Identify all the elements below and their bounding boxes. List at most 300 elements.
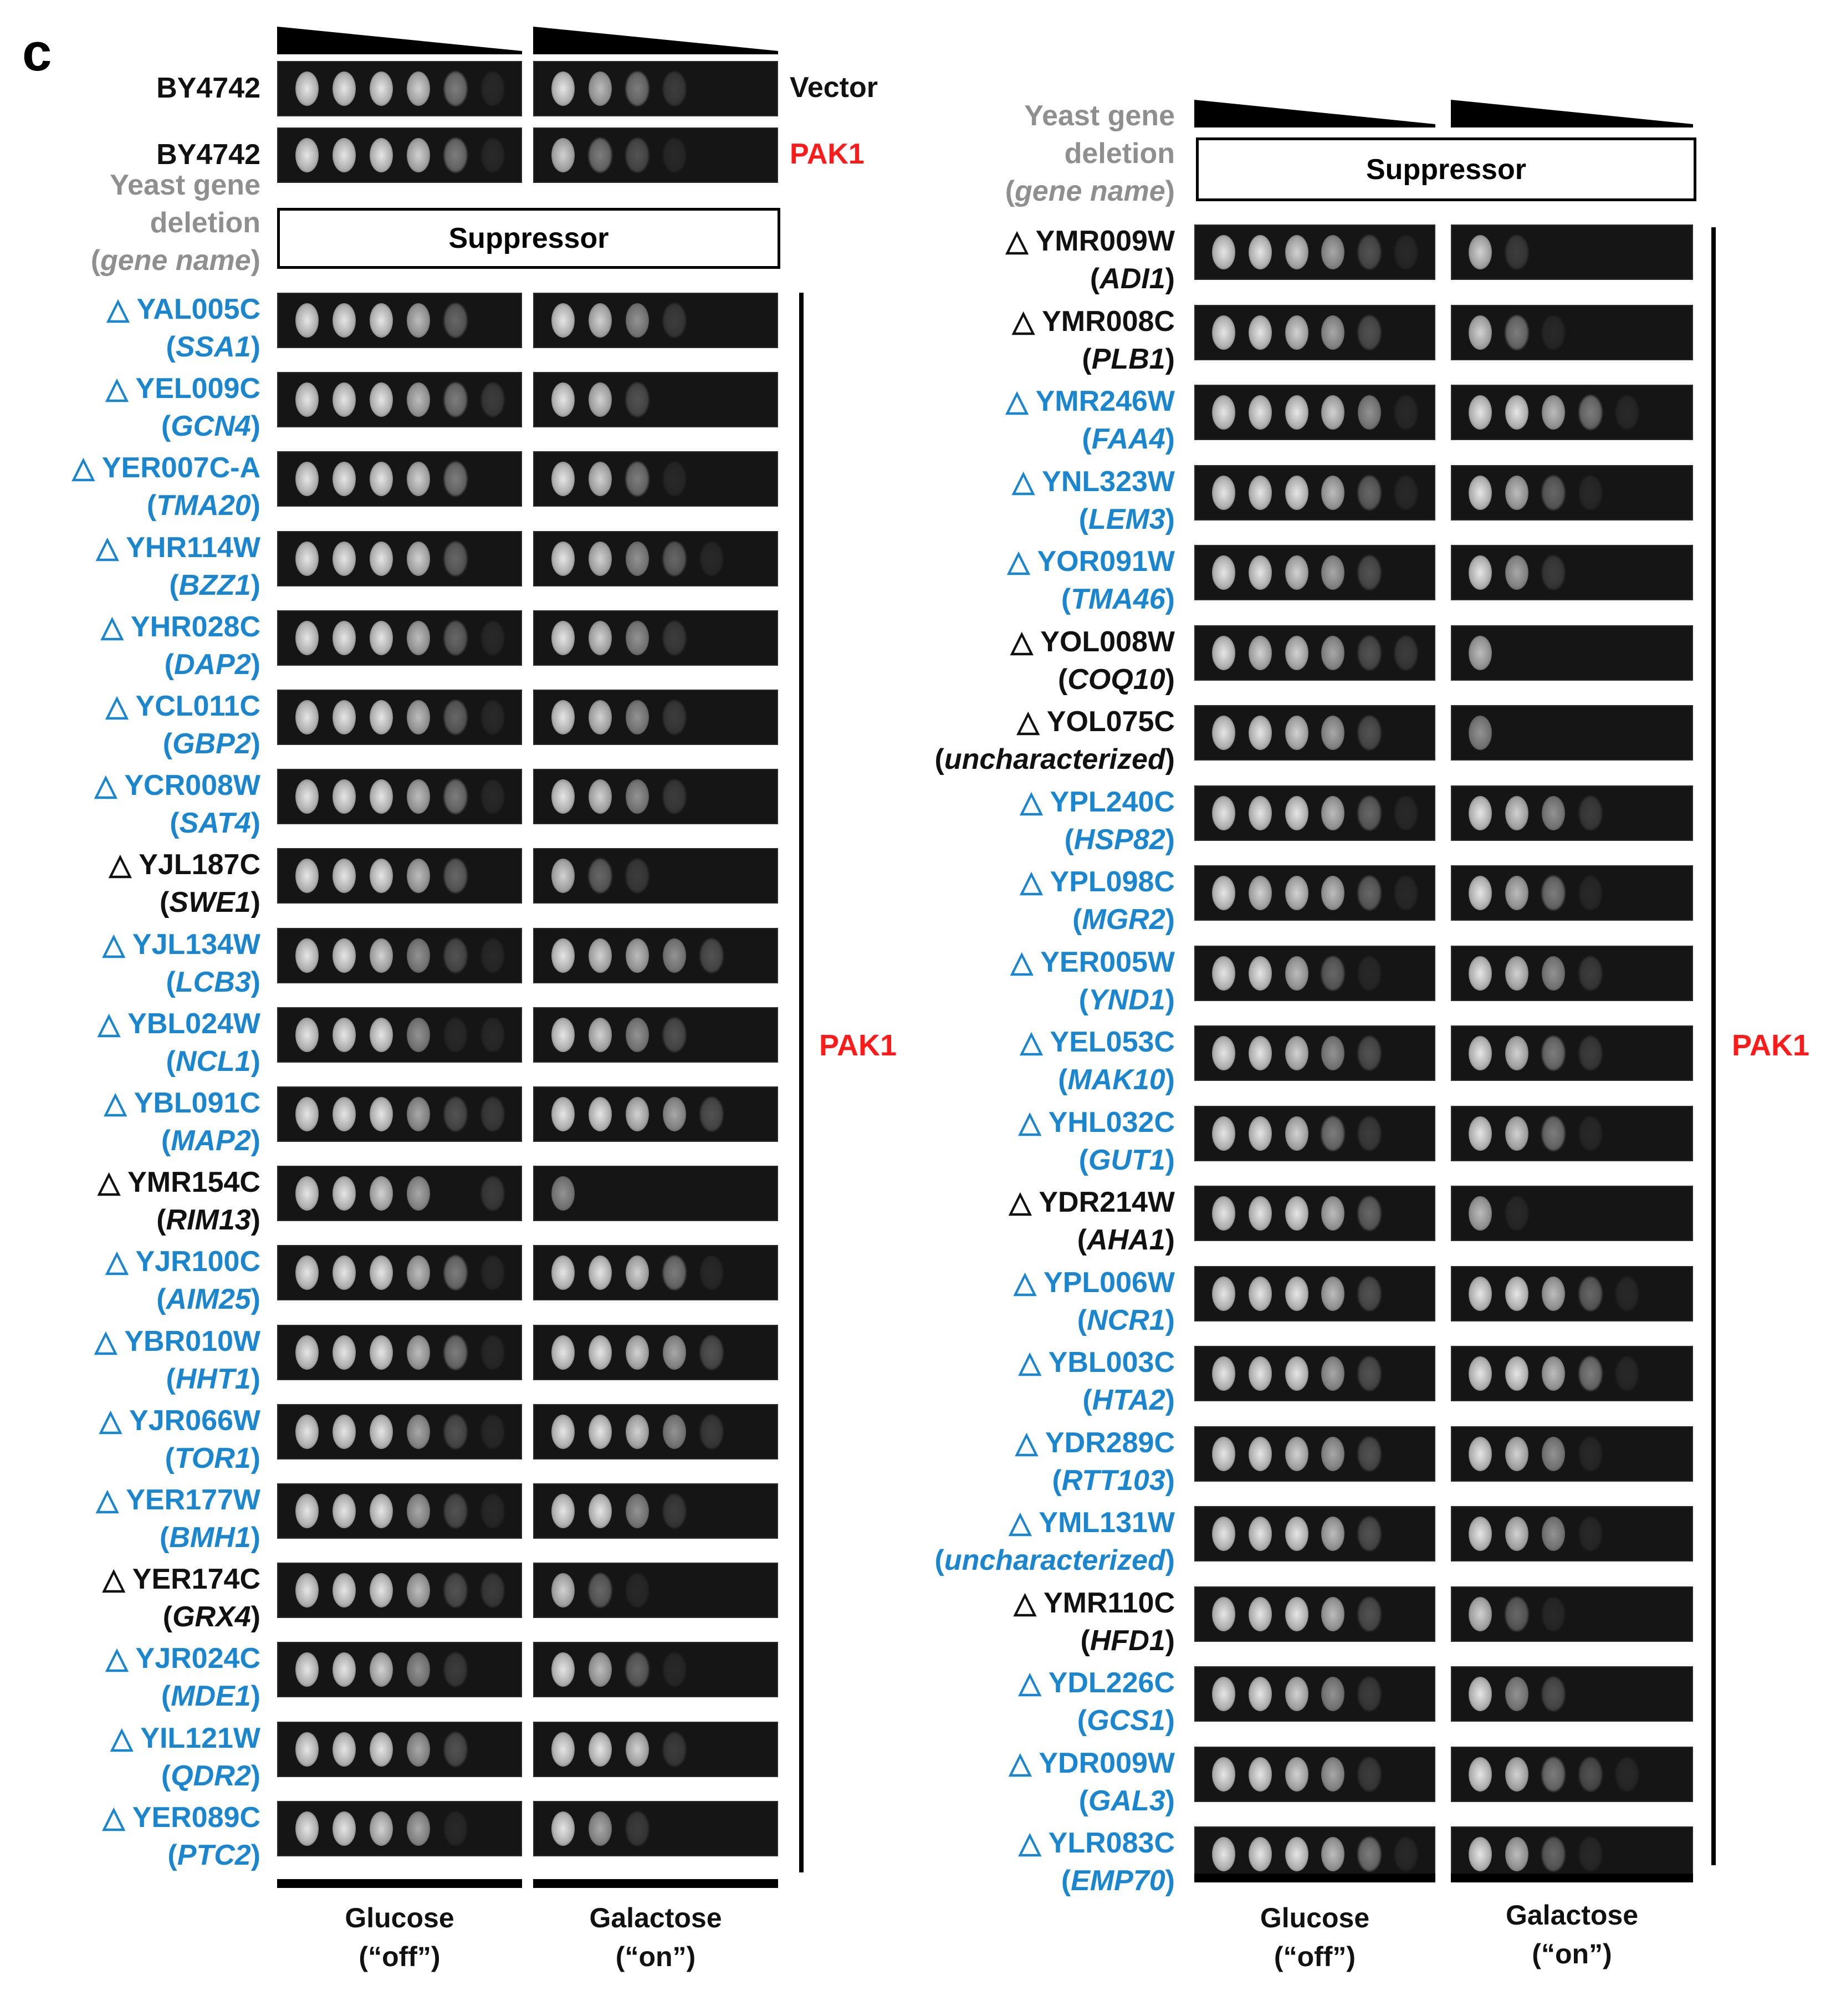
colony-spot [626, 1732, 649, 1767]
orf-name: △ YER089C [103, 1801, 260, 1834]
galactose-plate [1451, 1506, 1693, 1561]
deletion-label [1019, 1344, 1175, 1419]
colony-spot [1212, 1437, 1235, 1471]
glucose-plate [277, 372, 522, 427]
colony-spot [663, 462, 686, 496]
colony-spot [1212, 555, 1235, 590]
colony-spot [295, 859, 319, 893]
colony-spot [1285, 555, 1308, 590]
deletion-label [1019, 1104, 1175, 1179]
glucose-plate [1194, 946, 1435, 1001]
colony-spot [370, 138, 393, 172]
colony-spot [295, 938, 319, 973]
panel-letter: c [22, 23, 52, 82]
colony-spot [407, 1255, 430, 1290]
deletion-label [106, 1243, 260, 1318]
colony-spot [333, 462, 356, 496]
colony-spot [1615, 1277, 1639, 1311]
deletion-label [1008, 543, 1175, 618]
colony-spot [444, 700, 467, 734]
colony-spot [1394, 796, 1418, 830]
colony-spot [551, 1732, 575, 1767]
colony-spot [370, 621, 393, 655]
glucose-plate [277, 610, 522, 666]
colony-spot [626, 138, 649, 172]
colony-spot [1249, 876, 1272, 910]
colony-spot [295, 382, 319, 417]
deletion-label [98, 1163, 260, 1239]
deletion-label [96, 1481, 260, 1556]
colony-spot [1358, 1437, 1381, 1471]
glucose-plate [277, 1801, 522, 1856]
colony-spot [1249, 1356, 1272, 1391]
colony-spot [1505, 1837, 1528, 1871]
colony-spot [1505, 1597, 1528, 1631]
gene-name: (TMA46) [1061, 583, 1175, 615]
colony-spot [1542, 476, 1565, 510]
deletion-label [1015, 1424, 1175, 1499]
colony-spot [1321, 1837, 1344, 1871]
colony-spot [1469, 1757, 1492, 1792]
gene-name: (LEM3) [1078, 503, 1175, 535]
condition-glucose-left: Glucose (“off”) [345, 1902, 454, 1972]
colony-spot [1358, 796, 1381, 830]
colony-spot [333, 1732, 356, 1767]
colony-spot [626, 72, 649, 106]
colony-spot [1542, 876, 1565, 910]
colony-spot [663, 542, 686, 576]
galactose-plate [533, 928, 778, 983]
colony-spot [663, 1097, 686, 1131]
colony-spot [1394, 395, 1418, 430]
glucose-plate [277, 531, 522, 586]
colony-spot [1212, 1356, 1235, 1391]
glucose-plate [277, 1166, 522, 1221]
colony-spot [551, 1652, 575, 1687]
colony-spot [700, 542, 723, 576]
colony-spot [407, 1018, 430, 1052]
gene-name: (GRX4) [162, 1601, 260, 1634]
deletion-label [100, 1402, 261, 1477]
gene-name: (BZZ1) [169, 569, 260, 601]
gene-name: (EMP70) [1061, 1865, 1175, 1897]
condition-glucose-right: Glucose (“off”) [1260, 1902, 1370, 1972]
deletion-label [1013, 463, 1175, 538]
colony-spot [407, 1732, 430, 1767]
colony-spot [1579, 956, 1602, 991]
colony-spot [1285, 956, 1308, 991]
orf-name: △ YCL011C [106, 690, 260, 722]
colony-spot [333, 1335, 356, 1370]
gene-name: (MAP2) [161, 1125, 260, 1157]
colony-spot [1285, 796, 1308, 830]
colony-spot [1285, 1036, 1308, 1070]
colony-spot [1212, 1757, 1235, 1792]
colony-spot [1469, 956, 1492, 991]
colony-spot [1321, 956, 1344, 991]
colony-spot [407, 1573, 430, 1607]
colony-spot [1321, 1196, 1344, 1231]
colony-spot [333, 1811, 356, 1846]
colony-spot [370, 1018, 393, 1052]
colony-spot [1505, 1277, 1528, 1311]
colony-spot [295, 1097, 319, 1131]
colony-spot [1542, 1597, 1565, 1631]
colony-spot [1505, 555, 1528, 590]
colony-spot [551, 779, 575, 814]
colony-spot [295, 542, 319, 576]
colony-spot [370, 1652, 393, 1687]
colony-spot [333, 1415, 356, 1449]
galactose-plate [1451, 1025, 1693, 1081]
colony-spot [1469, 876, 1492, 910]
colony-spot [1579, 395, 1602, 430]
colony-spot [1469, 1677, 1492, 1711]
colony-spot [1249, 956, 1272, 991]
gene-name: (COQ10) [1058, 663, 1175, 696]
gene-name: (RIM13) [156, 1204, 260, 1237]
gene-name: (DAP2) [164, 648, 260, 681]
deletion-label [1020, 863, 1175, 938]
colony-spot [626, 1415, 649, 1449]
orf-name: △ YOR091W [1007, 545, 1175, 578]
colony-spot [333, 303, 356, 338]
colony-spot [700, 938, 723, 973]
colony-spot [1358, 956, 1381, 991]
orf-name: △ YJL187C [109, 849, 260, 881]
galactose-bar-right [1451, 1874, 1693, 1882]
colony-spot [663, 1732, 686, 1767]
colony-spot [370, 1732, 393, 1767]
colony-spot [589, 303, 612, 338]
galactose-plate [1451, 224, 1693, 280]
colony-spot [1505, 1437, 1528, 1471]
colony-spot [444, 1652, 467, 1687]
colony-spot [1469, 1356, 1492, 1391]
colony-spot [444, 542, 467, 576]
colony-spot [1505, 235, 1528, 269]
colony-spot [1321, 876, 1344, 910]
colony-spot [1212, 476, 1235, 510]
colony-spot [1321, 1437, 1344, 1471]
header-line-3: (gene name) [1005, 175, 1175, 207]
colony-spot [1212, 956, 1235, 991]
colony-spot [1249, 1036, 1272, 1070]
galactose-plate [1451, 1426, 1693, 1482]
orf-name: △ YJR100C [106, 1246, 260, 1278]
colony-spot [1285, 235, 1308, 269]
orf-name: △ YDR214W [1009, 1186, 1175, 1218]
colony-spot [295, 1255, 319, 1290]
colony-spot [370, 1415, 393, 1449]
glucose-bar-left [277, 1879, 522, 1888]
orf-name: △ YER005W [1010, 946, 1175, 978]
glucose-plate [1194, 1747, 1435, 1802]
colony-spot [1321, 636, 1344, 670]
colony-spot [1542, 1517, 1565, 1551]
colony-spot [1505, 1757, 1528, 1792]
gene-name: (uncharacterized) [934, 1544, 1175, 1576]
galactose-plate [1451, 1106, 1693, 1161]
glucose-plate [277, 1086, 522, 1142]
gene-name: (AHA1) [1077, 1224, 1175, 1256]
gene-name: (NCL1) [166, 1045, 260, 1078]
galactose-plate [533, 1245, 778, 1300]
colony-spot [1285, 1677, 1308, 1711]
colony-spot [1469, 716, 1492, 750]
colony-spot [1469, 796, 1492, 830]
colony-spot [1505, 476, 1528, 510]
colony-spot [1212, 1517, 1235, 1551]
colony-spot [1212, 1597, 1235, 1631]
colony-spot [333, 382, 356, 417]
colony-spot [663, 1335, 686, 1370]
colony-spot [1469, 235, 1492, 269]
colony-spot [407, 700, 430, 734]
colony-spot [407, 1494, 430, 1528]
colony-spot [1285, 1837, 1308, 1871]
control-plasmid-label: PAK1 [790, 138, 865, 170]
colony-spot [1285, 476, 1308, 510]
orf-name: △ YOL075C [1017, 706, 1175, 738]
colony-spot [333, 700, 356, 734]
colony-spot [589, 621, 612, 655]
galactose-plate [533, 1563, 778, 1618]
colony-spot [1579, 1837, 1602, 1871]
colony-spot [1212, 1036, 1235, 1070]
colony-spot [407, 1176, 430, 1211]
colony-spot [444, 1018, 467, 1052]
colony-spot [1358, 1837, 1381, 1871]
colony-spot [589, 382, 612, 417]
colony-spot [481, 938, 504, 973]
colony-spot [407, 138, 430, 172]
glucose-plate [1194, 465, 1435, 520]
dilution-wedge-icon [1451, 100, 1693, 127]
colony-spot [1505, 796, 1528, 830]
orf-name: △ YDR289C [1015, 1426, 1175, 1459]
colony-spot [1285, 1757, 1308, 1792]
deletion-label [1011, 943, 1175, 1019]
orf-name: △ YER174C [103, 1563, 260, 1596]
colony-spot [1212, 636, 1235, 670]
galactose-plate [1451, 465, 1693, 520]
colony-spot [407, 382, 430, 417]
deletion-label [1009, 1183, 1175, 1259]
colony-spot [407, 779, 430, 814]
glucose-plate [277, 769, 522, 824]
gene-name: (uncharacterized) [934, 743, 1175, 775]
gene-name: (NCR1) [1077, 1304, 1175, 1336]
colony-spot [1469, 1277, 1492, 1311]
colony-spot [1505, 1116, 1528, 1151]
colony-spot [1542, 796, 1565, 830]
gene-name: (GCN4) [161, 410, 260, 443]
deletion-label [1013, 303, 1175, 378]
glucose-plate [1194, 1426, 1435, 1482]
colony-spot [295, 779, 319, 814]
orf-name: △ YBR010W [94, 1325, 260, 1357]
colony-spot [1358, 555, 1381, 590]
colony-spot [589, 1335, 612, 1370]
colony-spot [333, 779, 356, 814]
orf-name: △ YER177W [96, 1484, 260, 1516]
colony-spot [295, 700, 319, 734]
galactose-plate [533, 127, 778, 183]
colony-spot [1358, 1597, 1381, 1631]
pak1-bracket-left [799, 293, 804, 1872]
deletion-label [935, 1504, 1175, 1579]
colony-spot [589, 700, 612, 734]
colony-spot [295, 1176, 319, 1211]
glucose-plate [277, 928, 522, 983]
colony-spot [551, 462, 575, 496]
galactose-plate [533, 610, 778, 666]
colony-spot [1358, 1677, 1381, 1711]
colony-spot [1542, 1356, 1565, 1391]
colony-spot [481, 72, 504, 106]
colony-spot [1212, 395, 1235, 430]
colony-spot [295, 72, 319, 106]
galactose-plate [1451, 305, 1693, 360]
gene-name: (SWE1) [159, 886, 260, 919]
glucose-plate [1194, 1025, 1435, 1081]
orf-name: △ YMR110C [1014, 1586, 1175, 1619]
colony-spot [1505, 395, 1528, 430]
colony-spot [1212, 1196, 1235, 1231]
colony-spot [1579, 1517, 1602, 1551]
colony-spot [407, 1415, 430, 1449]
colony-spot [1249, 476, 1272, 510]
colony-spot [370, 1335, 393, 1370]
galactose-plate [1451, 785, 1693, 841]
colony-spot [1542, 1677, 1565, 1711]
glucose-plate [1194, 305, 1435, 360]
deletion-label [1006, 382, 1175, 458]
colony-spot [481, 1097, 504, 1131]
deletion-label [103, 1560, 260, 1636]
colony-spot [1542, 1437, 1565, 1471]
colony-spot [295, 462, 319, 496]
glucose-plate [277, 127, 522, 183]
colony-spot [626, 1494, 649, 1528]
colony-spot [407, 1811, 430, 1846]
galactose-plate [533, 848, 778, 904]
orf-name: △ YAL005C [106, 293, 260, 325]
colony-spot [295, 303, 319, 338]
control-plasmid-label: Vector [790, 72, 878, 104]
gene-name: (HTA2) [1082, 1384, 1175, 1416]
orf-name: △ YDR009W [1009, 1747, 1175, 1779]
galactose-plate [533, 769, 778, 824]
deletion-label [103, 926, 260, 1001]
colony-spot [1249, 1196, 1272, 1231]
colony-spot [1615, 395, 1639, 430]
colony-spot [407, 1097, 430, 1131]
colony-spot [333, 621, 356, 655]
colony-spot [551, 1176, 575, 1211]
colony-spot [626, 1097, 649, 1131]
colony-spot [333, 72, 356, 106]
colony-spot [407, 1335, 430, 1370]
colony-spot [663, 621, 686, 655]
gene-name: (GBP2) [162, 728, 260, 760]
deletion-label [95, 1323, 260, 1398]
colony-spot [1542, 555, 1565, 590]
colony-spot [1285, 1517, 1308, 1551]
control-strain-label: BY4742 [156, 139, 260, 171]
glucose-plate [277, 690, 522, 745]
colony-spot [444, 1255, 467, 1290]
pak1-label-right: PAK1 [1732, 1029, 1810, 1062]
colony-spot [1321, 1757, 1344, 1792]
colony-spot [626, 382, 649, 417]
colony-spot [551, 1335, 575, 1370]
colony-spot [295, 1018, 319, 1052]
colony-spot [370, 859, 393, 893]
colony-spot [481, 382, 504, 417]
colony-spot [295, 1335, 319, 1370]
colony-spot [444, 1415, 467, 1449]
colony-spot [1358, 476, 1381, 510]
deletion-label [103, 1799, 260, 1874]
galactose-plate [533, 531, 778, 586]
colony-spot [444, 303, 467, 338]
deletion-label [104, 1084, 260, 1160]
colony-spot [1358, 636, 1381, 670]
colony-spot [1212, 235, 1235, 269]
deletion-label [1009, 1744, 1175, 1820]
colony-spot [589, 1652, 612, 1687]
colony-spot [481, 700, 504, 734]
colony-spot [1394, 636, 1418, 670]
colony-spot [333, 938, 356, 973]
colony-spot [551, 542, 575, 576]
galactose-plate [1451, 865, 1693, 921]
colony-spot [1285, 1437, 1308, 1471]
colony-spot [1321, 235, 1344, 269]
colony-spot [1358, 1036, 1381, 1070]
glucose-plate [1194, 705, 1435, 761]
colony-spot [444, 1732, 467, 1767]
gene-name: (MGR2) [1072, 904, 1175, 936]
colony-spot [481, 621, 504, 655]
colony-spot [551, 1415, 575, 1449]
deletion-label [1014, 1264, 1175, 1339]
colony-spot [1321, 1036, 1344, 1070]
colony-spot [1249, 1677, 1272, 1711]
colony-spot [1285, 1356, 1308, 1391]
galactose-plate [1451, 1186, 1693, 1241]
colony-spot [1249, 1437, 1272, 1471]
colony-spot [551, 938, 575, 973]
galactose-plate [533, 1722, 778, 1777]
glucose-plate [1194, 1666, 1435, 1722]
colony-spot [407, 621, 430, 655]
colony-spot [1212, 1677, 1235, 1711]
colony-spot [626, 1811, 649, 1846]
colony-spot [1321, 1597, 1344, 1631]
colony-spot [444, 462, 467, 496]
colony-spot [333, 1573, 356, 1607]
left-column-header [28, 166, 260, 279]
glucose-plate [277, 293, 522, 348]
colony-spot [663, 1255, 686, 1290]
orf-name: △ YPL240C [1020, 785, 1175, 818]
colony-spot [370, 1255, 393, 1290]
colony-spot [589, 1415, 612, 1449]
colony-spot [1579, 796, 1602, 830]
